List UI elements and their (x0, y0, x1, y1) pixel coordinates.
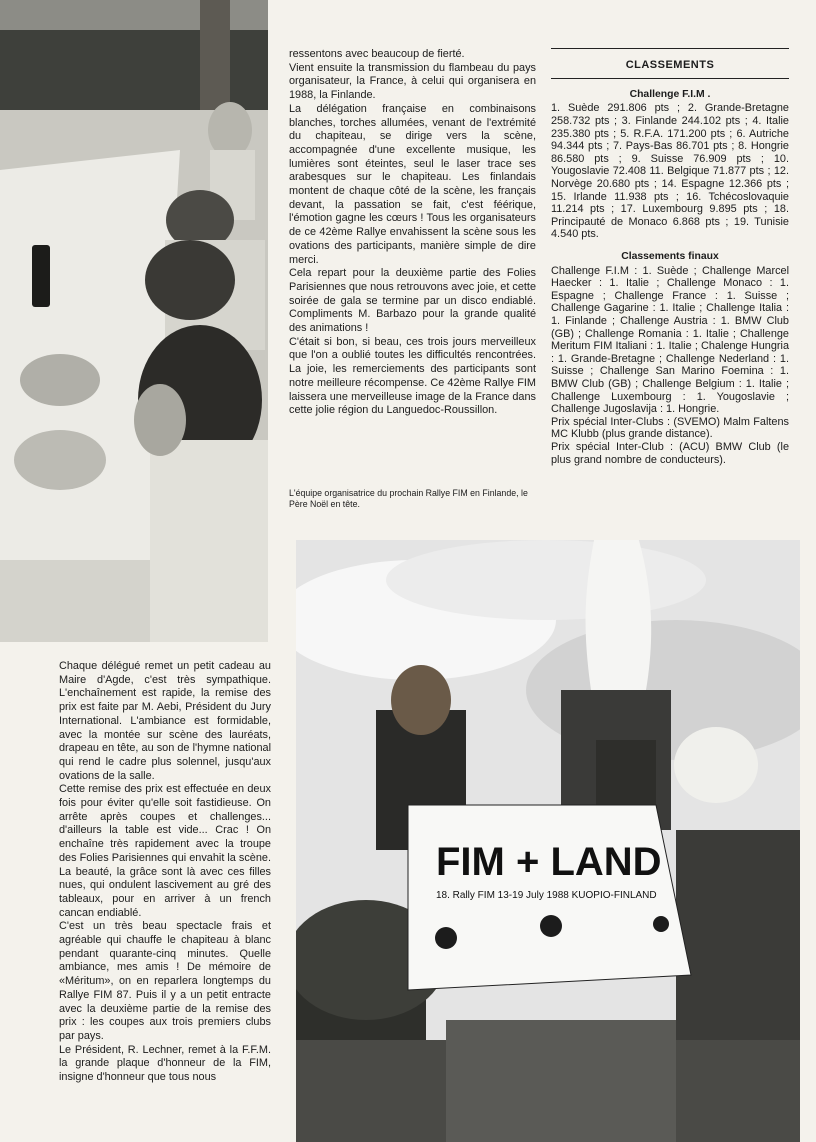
banner-subtitle: 18. Rally FIM 13-19 July 1988 KUOPIO-FINLAND (436, 890, 657, 901)
section-rule (551, 78, 789, 79)
middle-paragraph: Vient ensuite la transmission du flambeau du pays organisateur, la France, à celui qui organisera en 1988, la Finlande. (289, 61, 536, 102)
finals-results: Challenge F.I.M : 1. Suède ; Challenge Marcel Haecker : 1. Italie ; Challenge Monaco : 1. Espagne ; Challenge France : 1. Suisse ; Challenge Gagarine : 1. Italie ; Challenge Italia : 1. Finlande ; Challenge Austria : 1. BMW Club (GB) ; Challenge Romania : 1. Italie ; Challenge Meritum FIM Italiani : 1. Italie ; Chalenge Hungria : 1. Grande-Bretagne ; Challenge Nederland : 1. Suisse ; Challenge San Marino Foemina : 1. BMW Club (GB) ; Challenge Belgium : 1. Italie ; Challenge Luxembourg : 1. Yougoslavie ; Challenge Jugoslavija : 1. Hongrie. (551, 264, 789, 416)
section-title: CLASSEMENTS (625, 59, 715, 71)
finals-title: Classements finaux (621, 250, 719, 262)
photo-banquet (0, 0, 268, 642)
left-paragraph: Le Président, R. Lechner, remet à la F.F.M. la grande plaque d'honneur de la FIM, insigne d'honneur que tous nous (59, 1043, 271, 1084)
challenge-fim-title: Challenge F.I.M . (629, 88, 711, 100)
special-prize: Prix spécial Inter-Club : (ACU) BMW Club (le plus grand nombre de conducteurs). (551, 440, 789, 466)
left-paragraph: Cette remise des prix est effectuée en deux fois pour éviter qu'elle soit fastidieuse. On arrête après coupes et challenges... d'ailleurs la table est vide... Crac ! On enchaîne très rapidement avec la troupe des Folies Parisiennes qui envahit la scène. La beauté, la grâce sont là avec ces filles nues, qui ondulent lascivement au gré des tableaux, pour en arriver à un french cancan endiablé. (59, 783, 271, 919)
middle-paragraph: Cela repart pour la deuxième partie des Folies Parisiennes que nous retrouvons avec joie, et cette soirée de gala se termine par un disco endiablé. Compliments M. Barbazo pour la grande qualité des animations ! (289, 267, 537, 335)
left-paragraph: C'est un très beau spectacle frais et agréable qui chauffe le chapiteau à blanc pendant quarante-cinq minutes. Quelle ambiance, mes amis ! De mémoire de «Méritum», on en reparlera longtemps du Rallye FIM 87. Puis il y a un petit entracte avec la deuxième partie de la remise des prix : les coupes aux trois premiers clubs par pays. (59, 920, 271, 1042)
photo-fim-land-banner (296, 540, 800, 1142)
left-column (59, 660, 271, 1085)
middle-paragraph: La délégation française en combinaisons blanches, torches allumées, venant de l'extrémité du chapiteau, se dirige vers la scène, accompagnée d'une excellente musique, les lumières sont éteintes, seul le laser trace ses arabesques sur le chapiteau. Les finlandais montent de chaque côté de la scène, les français devant, la passation se fait, c'est féérique, l'émotion gagne les cœurs ! Tous les organisateurs de ce 42ème Rallye envahissent la scène sous les ovations des participants, manière simple de dire merci. (289, 102, 536, 266)
photo-caption: L'équipe organisatrice du prochain Rallye FIM en Finlande, le Père Noël en tête. (289, 488, 528, 509)
middle-column (289, 48, 536, 418)
left-paragraph: Chaque délégué remet un petit cadeau au Maire d'Agde, c'est très sympathique. L'enchaînement est rapide, la remise des prix est faite par M. Aebi, Président du Jury International. L'ambiance est formidable, avec la montée sur scène des lauréats, drapeau en tête, au son de l'hymne national qui rend le cadre plus solennel, jusqu'aux ovations de la salle. (59, 660, 271, 782)
banner-title: FIM + LAND (436, 840, 662, 884)
special-prize: Prix spécial Inter-Clubs : (SVEMO) Malm Faltens MC Klubb (plus grande distance). (551, 415, 789, 441)
middle-paragraph: C'était si bon, si beau, ces trois jours merveilleux que l'on a oublié toutes les difficultés rencontrées. La joie, les remerciements des participants sont notre meilleure récompense. Ce 42ème Rallye FIM laissera une merveilleuse image de la France dans cette jolie région du Languedoc-Roussillon. (289, 335, 536, 417)
classements-column (551, 48, 789, 466)
challenge-fim-results: 1. Suède 291.806 pts ; 2. Grande-Bretagne 258.732 pts ; 3. Finlande 244.102 pts ; 4. Italie 235.380 pts ; 5. R.F.A. 171.200 pts ; 6. Autriche 94.344 pts ; 7. Pays-Bas 86.701 pts ; 8. Hongrie 86.580 pts ; 9. Suisse 76.909 pts ; 10. Yougoslavie 72.408 11. Belgique 71.877 pts ; 12. Norvège 20.680 pts ; 14. Espagne 12.366 pts ; 15. Irlande 11.938 pts ; 16. Tchécoslovaquie 11.214 pts ; 17. Luxembourg 9.895 pts ; 18. Principauté de Monaco 6.868 pts ; 19. Tunisie 4.540 pts. (551, 102, 789, 241)
middle-paragraph: ressentons avec beaucoup de fierté. (289, 48, 465, 60)
